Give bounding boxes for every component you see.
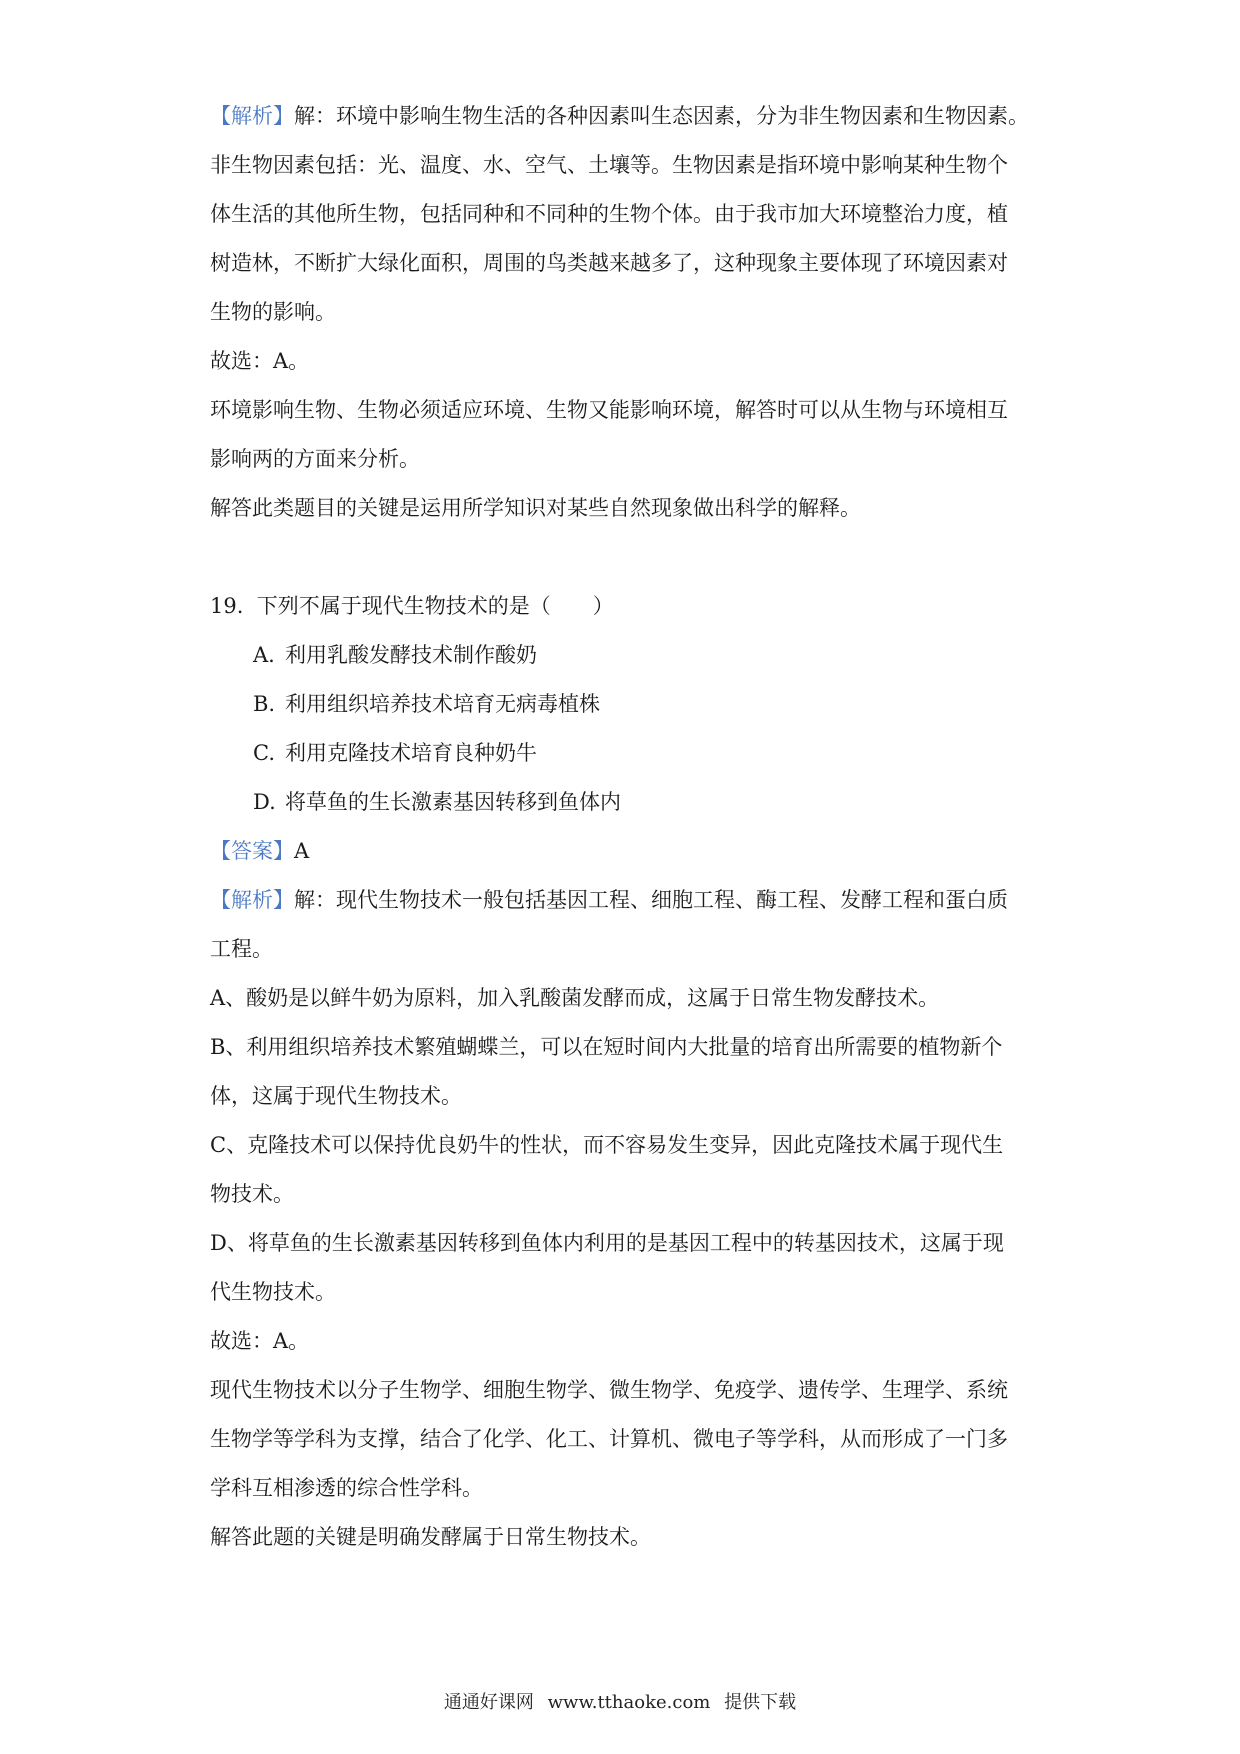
answer-tag: 【答案】	[210, 839, 294, 863]
option-text: 将草鱼的生长激素基因转移到鱼体内	[285, 790, 621, 814]
option-d	[210, 778, 1040, 827]
footer-url[interactable]: www.tthaoke.com	[547, 1692, 711, 1713]
q19-analysis-line: 物技术。	[210, 1182, 294, 1206]
footer-suffix: 提供下载	[724, 1692, 797, 1713]
q19-analysis-line: 解答此题的关键是明确发酵属于日常生物技术。	[210, 1525, 651, 1549]
option-b	[210, 680, 1040, 729]
q19-choice-line: 故选：A。	[210, 1329, 310, 1353]
footer-site-name: 通通好课网	[443, 1692, 534, 1713]
q18-analysis-line: 非生物因素包括：光、温度、水、空气、土壤等。生物因素是指环境中影响某种生物个	[210, 153, 1008, 177]
answer-line	[210, 827, 1040, 876]
question-number: 19.	[210, 594, 244, 618]
q18-analysis-line: 环境影响生物、生物必须适应环境、生物又能影响环境，解答时可以从生物与环境相互	[210, 398, 1008, 422]
document-body	[210, 92, 1040, 1562]
analysis-tag: 【解析】	[210, 104, 294, 128]
q19-analysis-line: A、酸奶是以鲜牛奶为原料，加入乳酸菌发酵而成，这属于日常生物发酵技术。	[210, 986, 940, 1010]
q19-analysis-line: 生物学等学科为支撑，结合了化学、化工、计算机、微电子等学科，从而形成了一门多	[210, 1427, 1008, 1451]
q18-analysis-line: 解答此类题目的关键是运用所学知识对某些自然现象做出科学的解释。	[210, 496, 861, 520]
option-c	[210, 729, 1040, 778]
option-text: 利用乳酸发酵技术制作酸奶	[285, 643, 537, 667]
q19-analysis-line: C、克隆技术可以保持优良奶牛的性状，而不容易发生变异，因此克隆技术属于现代生	[210, 1133, 1004, 1157]
q19-analysis-line: 工程。	[210, 937, 273, 961]
option-letter: A.	[253, 643, 275, 667]
q19-analysis-line: 体，这属于现代生物技术。	[210, 1084, 462, 1108]
q18-analysis-line: 【解析】解：环境中影响生物生活的各种因素叫生态因素，分为非生物因素和生物因素。	[210, 104, 1029, 128]
option-text: 利用克隆技术培育良种奶牛	[285, 741, 537, 765]
q19-analysis-line: D、将草鱼的生长激素基因转移到鱼体内利用的是基因工程中的转基因技术，这属于现	[210, 1231, 1004, 1255]
analysis-tag: 【解析】	[210, 888, 294, 912]
q18-choice-line: 故选：A。	[210, 349, 310, 373]
option-letter: C.	[253, 741, 275, 765]
option-a	[210, 631, 1040, 680]
q19-analysis-line: 【解析】解：现代生物技术一般包括基因工程、细胞工程、酶工程、发酵工程和蛋白质	[210, 888, 1008, 912]
q19-analysis-line: 现代生物技术以分子生物学、细胞生物学、微生物学、免疫学、遗传学、生理学、系统	[210, 1378, 1008, 1402]
question-stem	[210, 582, 1040, 631]
q18-analysis-line: 生物的影响。	[210, 300, 336, 324]
q19-analysis-line: B、利用组织培养技术繁殖蝴蝶兰，可以在短时间内大批量的培育出所需要的植物新个	[210, 1035, 1003, 1059]
spacer	[210, 533, 1040, 582]
q19-analysis-line: 代生物技术。	[210, 1280, 336, 1304]
answer-value: A	[294, 839, 310, 863]
option-letter: B.	[253, 692, 276, 716]
q18-analysis-line: 体生活的其他所生物，包括同种和不同种的生物个体。由于我市加大环境整治力度，植	[210, 202, 1008, 226]
page-footer	[0, 1688, 1240, 1714]
option-text: 利用组织培养技术培育无病毒植株	[285, 692, 600, 716]
option-letter: D.	[253, 790, 276, 814]
question-text: 下列不属于现代生物技术的是（ ）	[256, 594, 614, 618]
q19-analysis-line: 学科互相渗透的综合性学科。	[210, 1476, 483, 1500]
q18-analysis-line: 树造林，不断扩大绿化面积，周围的鸟类越来越多了，这种现象主要体现了环境因素对	[210, 251, 1008, 275]
q18-analysis-line: 影响两的方面来分析。	[210, 447, 420, 471]
